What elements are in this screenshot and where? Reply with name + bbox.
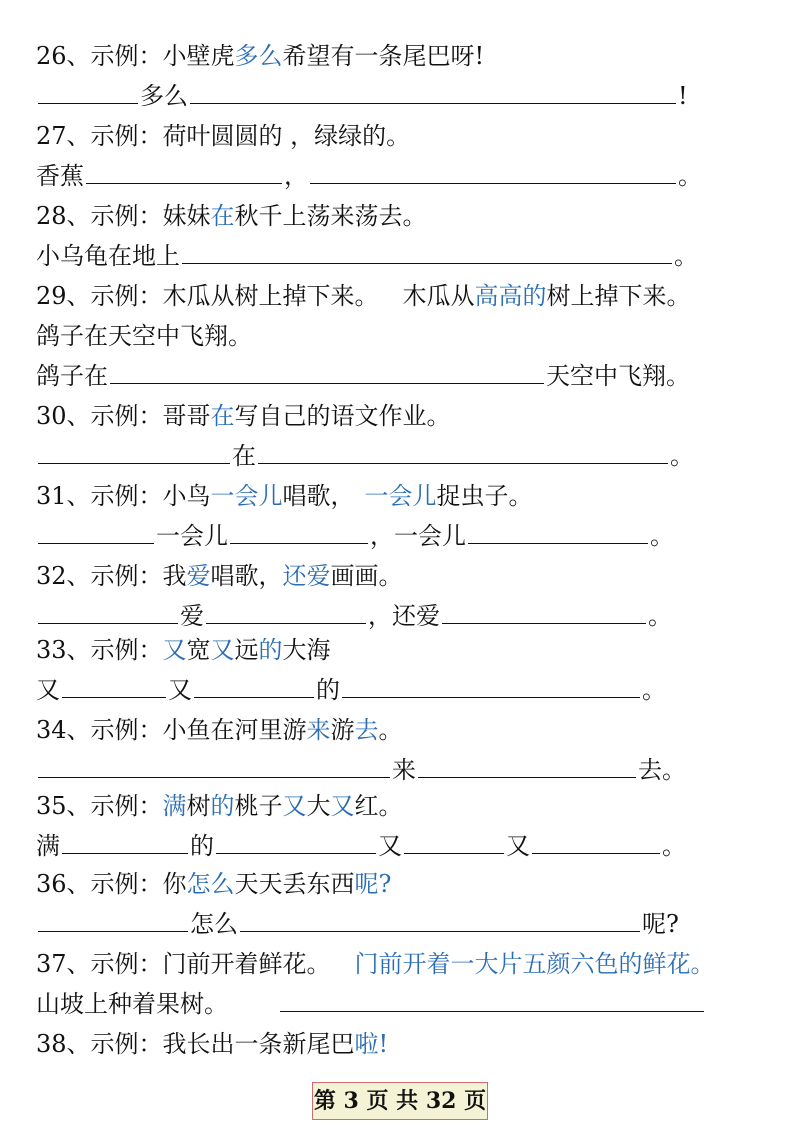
q30-example [36, 396, 451, 436]
q35-fill [36, 826, 686, 866]
q34-text-c: 游 [330, 716, 355, 744]
q27-blank-1[interactable] [86, 159, 282, 184]
q33-blank-1[interactable] [62, 673, 166, 698]
q30-end: 。 [670, 442, 694, 470]
q36-example [36, 864, 391, 904]
q28-text-c: 秋千上荡来荡去。 [234, 202, 427, 230]
q35-blank-1[interactable] [62, 829, 188, 854]
q26-blank-1[interactable] [38, 79, 138, 104]
q28-number: 28、示例： [36, 202, 163, 230]
q26-fill-end: ! [678, 82, 688, 110]
q38-text-a: 我长出一条新尾巴 [162, 1030, 355, 1058]
q31-blank-1[interactable] [38, 519, 154, 544]
q29-line2 [36, 316, 252, 356]
q28-fill [36, 236, 698, 276]
q35-end: 。 [662, 832, 686, 860]
q33-blank-2[interactable] [194, 673, 314, 698]
q36-text-a: 你 [162, 870, 187, 898]
q35-hl-2: 的 [210, 792, 235, 820]
q29-example [36, 276, 691, 316]
q31-highlight-1: 一会儿 [210, 482, 283, 510]
q32-text-c: 唱歌， [210, 562, 283, 590]
q33-text-f: 大海 [282, 636, 331, 664]
q32-end: 。 [648, 602, 672, 630]
q28-example [36, 196, 427, 236]
q35-fill-mid2: 又 [378, 832, 402, 860]
q33-blank-3[interactable] [342, 673, 640, 698]
q28-blank[interactable] [182, 239, 672, 264]
q32-fill-mid2: ，还爱 [368, 602, 440, 630]
page-number-footer [312, 1082, 488, 1120]
q33-hl-2: 又 [210, 636, 235, 664]
q26-example [36, 36, 484, 76]
q34-number: 34、示例： [36, 716, 163, 744]
q27-fill [36, 156, 702, 196]
q35-blank-4[interactable] [532, 829, 660, 854]
q37-example [36, 944, 715, 984]
q34-fill-mid: 来 [392, 756, 416, 784]
q33-text-d: 远 [234, 636, 259, 664]
q26-text-a: 小壁虎 [162, 42, 235, 70]
q32-text-a: 我 [162, 562, 187, 590]
q33-fill-start: 又 [36, 676, 60, 704]
q33-end: 。 [642, 676, 666, 704]
q31-highlight-2: 一会儿 [364, 482, 437, 510]
q33-fill [36, 670, 666, 710]
q31-fill-mid1: 一会儿 [156, 522, 228, 550]
q35-text-b: 树 [186, 792, 211, 820]
q31-text-a: 小鸟 [162, 482, 211, 510]
q33-number: 33、示例： [36, 636, 163, 664]
q37-fill-start: 山坡上种着果树。 [36, 990, 228, 1018]
q36-number: 36、示例： [36, 870, 163, 898]
q38-highlight: 啦! [354, 1030, 389, 1058]
q37-blank[interactable] [280, 987, 704, 1012]
q33-fill-mid1: 又 [168, 676, 192, 704]
q27-blank-2[interactable] [310, 159, 676, 184]
q32-fill-mid1: 爱 [180, 602, 204, 630]
q31-fill-mid2: ，一会儿 [370, 522, 466, 550]
q31-number: 31、示例： [36, 482, 163, 510]
q34-fill [36, 750, 686, 790]
q33-example [36, 630, 331, 670]
q33-hl-1: 又 [162, 636, 187, 664]
q34-blank-1[interactable] [38, 753, 390, 778]
q34-text-e: 。 [378, 716, 403, 744]
q34-text-a: 小鱼在河里游 [162, 716, 307, 744]
q31-fill [36, 516, 674, 556]
q33-text-b: 宽 [186, 636, 211, 664]
q32-number: 32、示例： [36, 562, 163, 590]
q26-fill [36, 76, 688, 116]
q37-fill [36, 984, 706, 1024]
q31-text-e: 捉虫子。 [436, 482, 533, 510]
q35-number: 35、示例： [36, 792, 163, 820]
q29-number: 29、示例： [36, 282, 163, 310]
q34-hl-2: 去 [354, 716, 379, 744]
q31-blank-3[interactable] [468, 519, 648, 544]
q27-end: 。 [678, 162, 702, 190]
q31-example [36, 476, 533, 516]
q26-number: 26、示例： [36, 42, 163, 70]
q35-hl-3: 又 [282, 792, 307, 820]
q35-text-d: 桃子 [234, 792, 283, 820]
q30-number: 30、示例： [36, 402, 163, 430]
q29-fill [36, 356, 690, 396]
q30-fill-mid: 在 [232, 442, 256, 470]
q30-text-c: 写自己的语文作业。 [234, 402, 451, 430]
q29-highlight: 高高的 [474, 282, 547, 310]
q36-fill [36, 904, 679, 944]
q36-blank-1[interactable] [38, 907, 188, 932]
q35-example [36, 786, 403, 826]
q31-blank-2[interactable] [230, 519, 368, 544]
q29-fill-start: 鸽子在 [36, 362, 108, 390]
q34-hl-1: 来 [306, 716, 331, 744]
q34-fill-end: 去。 [638, 756, 686, 784]
q29-blank[interactable] [110, 359, 544, 384]
q33-fill-mid2: 的 [316, 676, 340, 704]
q36-text-c: 天天丢东西 [234, 870, 355, 898]
q31-end: 。 [650, 522, 674, 550]
q29-text-a: 木瓜从树上掉下来。 [162, 282, 379, 310]
q35-text-f: 大 [306, 792, 331, 820]
q29-fill-end: 天空中飞翔。 [546, 362, 690, 390]
q32-example [36, 556, 403, 596]
q34-example [36, 710, 403, 750]
q35-fill-mid3: 又 [506, 832, 530, 860]
q36-blank-2[interactable] [240, 907, 640, 932]
q32-highlight-1: 爱 [186, 562, 211, 590]
q27-text: 荷叶圆圆的 ，绿绿的。 [162, 122, 411, 150]
q32-blank-1[interactable] [38, 599, 178, 624]
q36-hl-2: 呢? [354, 870, 392, 898]
q35-hl-4: 又 [330, 792, 355, 820]
q28-highlight: 在 [210, 202, 235, 230]
q30-fill [36, 436, 694, 476]
q37-text-a: 门前开着鲜花。 [162, 950, 331, 978]
q29-text-d: 树上掉下来。 [546, 282, 691, 310]
q28-end: 。 [674, 242, 698, 270]
q29-text-b: 木瓜从 [402, 282, 475, 310]
q35-fill-start: 满 [36, 832, 60, 860]
q36-fill-end: 呢? [642, 910, 679, 938]
q32-blank-2[interactable] [206, 599, 366, 624]
q29-sentence: 鸽子在天空中飞翔。 [36, 322, 252, 350]
q35-blank-2[interactable] [216, 829, 376, 854]
q26-fill-mid: 多么 [140, 82, 188, 110]
q27-example [36, 116, 410, 156]
q38-example [36, 1024, 388, 1064]
q33-hl-3: 的 [258, 636, 283, 664]
page-number-text: 第 3 页 共 32 页 [313, 1088, 487, 1114]
q36-hl-1: 怎么 [186, 870, 235, 898]
q35-blank-3[interactable] [404, 829, 504, 854]
q28-text-a: 妹妹 [162, 202, 211, 230]
q26-text-c: 希望有一条尾巴呀! [282, 42, 485, 70]
q28-fill-start: 小乌龟在地上 [36, 242, 180, 270]
q27-comma: ， [284, 162, 308, 190]
q32-text-e: 画画。 [330, 562, 403, 590]
q35-text-h: 红。 [354, 792, 403, 820]
q27-fill-start: 香蕉 [36, 162, 84, 190]
q30-text-a: 哥哥 [162, 402, 211, 430]
q37-highlight: 门前开着一大片五颜六色的鲜花。 [354, 950, 715, 978]
q31-text-c: 唱歌， [282, 482, 355, 510]
q26-highlight: 多么 [234, 42, 283, 70]
q35-fill-mid1: 的 [190, 832, 214, 860]
q34-blank-2[interactable] [418, 753, 636, 778]
q30-blank-1[interactable] [38, 439, 230, 464]
q30-highlight: 在 [210, 402, 235, 430]
q27-number: 27、示例： [36, 122, 163, 150]
q35-hl-1: 满 [162, 792, 187, 820]
q32-highlight-2: 还爱 [282, 562, 331, 590]
q26-blank-2[interactable] [190, 79, 676, 104]
q38-number: 38、示例： [36, 1030, 163, 1058]
q30-blank-2[interactable] [258, 439, 668, 464]
q37-number: 37、示例： [36, 950, 163, 978]
q36-fill-mid: 怎么 [190, 910, 238, 938]
q32-blank-3[interactable] [442, 599, 646, 624]
